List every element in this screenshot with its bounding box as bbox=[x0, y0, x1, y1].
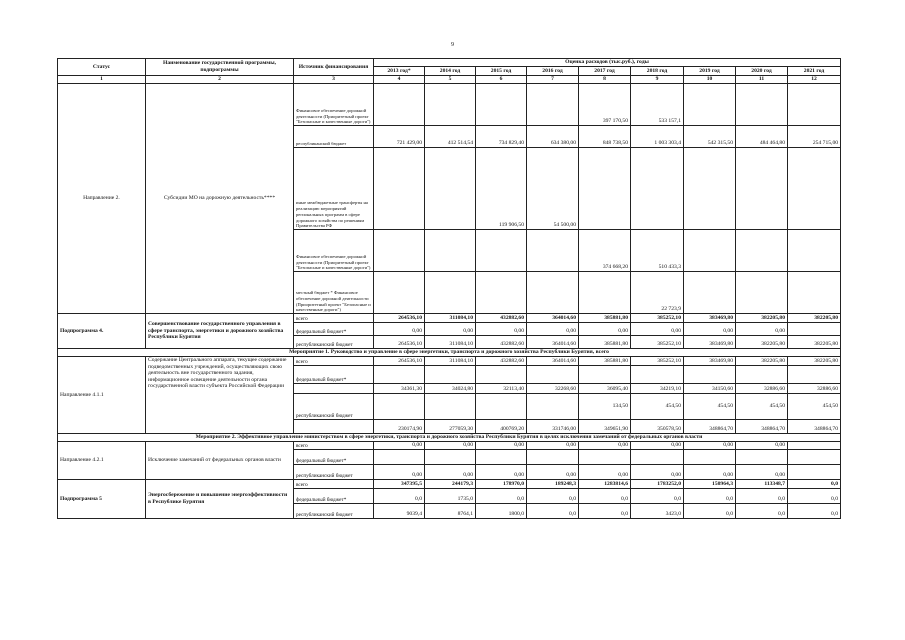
funding-source bbox=[294, 384, 374, 394]
value-cell: 34361,30 bbox=[374, 384, 425, 394]
value-cell: 0,00 bbox=[684, 442, 736, 450]
direction-status: Направление 4.2.1 bbox=[58, 442, 146, 480]
value-cell: 385252,10 bbox=[631, 357, 684, 366]
funding-source bbox=[294, 420, 374, 434]
header-col-number: 8 bbox=[579, 76, 631, 84]
value-cell bbox=[425, 230, 476, 272]
header-col-number: 9 bbox=[631, 76, 684, 84]
value-cell: 0,00 bbox=[476, 465, 527, 480]
value-cell: 382205,80 bbox=[788, 357, 841, 366]
expenditure-table bbox=[57, 58, 841, 519]
value-cell bbox=[476, 84, 527, 126]
value-cell: 348864,70 bbox=[684, 420, 736, 434]
value-cell: 0,00 bbox=[425, 323, 476, 336]
funding-source: всего bbox=[294, 314, 374, 323]
value-cell bbox=[476, 272, 527, 314]
value-cell: 484 464,80 bbox=[736, 126, 788, 148]
value-cell: 397 170,50 bbox=[579, 84, 631, 126]
table-row bbox=[58, 314, 841, 323]
value-cell: 382205,80 bbox=[788, 336, 841, 349]
direction-status: Направление 2. bbox=[58, 84, 146, 314]
table-row bbox=[58, 349, 841, 357]
value-cell: 254 715,00 bbox=[788, 126, 841, 148]
value-cell: 432882,60 bbox=[476, 336, 527, 349]
funding-source: всего bbox=[294, 480, 374, 489]
value-cell: 0,00 bbox=[631, 323, 684, 336]
header-col-number: 7 bbox=[527, 76, 579, 84]
value-cell bbox=[684, 450, 736, 465]
value-cell: 8764,1 bbox=[425, 504, 476, 519]
direction-status: Направление 4.1.1 bbox=[58, 357, 146, 434]
value-cell: 34024,80 bbox=[425, 384, 476, 394]
value-cell bbox=[374, 148, 425, 230]
header-year: 2016 год bbox=[527, 67, 579, 76]
header-col-number: 4 bbox=[374, 76, 425, 84]
value-cell: 0,00 bbox=[579, 465, 631, 480]
subprogram-name: Совершенствование государственного управления в сфере транспорта, энергетики и дорожного хозяйства Республики Бурятия bbox=[146, 314, 294, 349]
funding-source: республиканский бюджет bbox=[294, 504, 374, 519]
header-name: Наименование государственной программы, подпрограммы bbox=[146, 59, 294, 76]
value-cell: 189248,3 bbox=[527, 480, 579, 489]
value-cell bbox=[736, 148, 788, 230]
header-col-number: 12 bbox=[788, 76, 841, 84]
value-cell: 331746,00 bbox=[527, 420, 579, 434]
funding-source: республиканский бюджет bbox=[294, 336, 374, 349]
value-cell: 0,0 bbox=[684, 489, 736, 504]
value-cell: 1800,0 bbox=[476, 504, 527, 519]
table-row bbox=[58, 84, 841, 126]
value-cell: 0,00 bbox=[476, 323, 527, 336]
header-year: 2017 год bbox=[579, 67, 631, 76]
value-cell: 34150,60 bbox=[684, 384, 736, 394]
value-cell: 454,50 bbox=[631, 394, 684, 420]
value-cell: 364014,60 bbox=[527, 357, 579, 366]
value-cell: 0,00 bbox=[527, 323, 579, 336]
value-cell: 311084,10 bbox=[425, 336, 476, 349]
value-cell: 347395,5 bbox=[374, 480, 425, 489]
value-cell: 0,00 bbox=[579, 442, 631, 450]
value-cell: 454,50 bbox=[736, 394, 788, 420]
value-cell: 533 157,1 bbox=[631, 84, 684, 126]
value-cell bbox=[374, 84, 425, 126]
value-cell: 36095,40 bbox=[579, 384, 631, 394]
header-estimate: Оценка расходов (тыс.руб.), годы bbox=[374, 59, 841, 67]
subprogram-status: Подпрограмма 4. bbox=[58, 314, 146, 349]
value-cell: 0,0 bbox=[476, 489, 527, 504]
value-cell: 0,0 bbox=[527, 504, 579, 519]
value-cell: 374 668,20 bbox=[579, 230, 631, 272]
value-cell bbox=[788, 465, 841, 480]
value-cell: 382205,80 bbox=[736, 357, 788, 366]
value-cell: 178970,0 bbox=[476, 480, 527, 489]
funding-source: федеральный бюджет* bbox=[294, 366, 374, 384]
value-cell: 412 514,54 bbox=[425, 126, 476, 148]
value-cell bbox=[579, 450, 631, 465]
value-cell bbox=[476, 230, 527, 272]
value-cell: 113348,7 bbox=[736, 480, 788, 489]
value-cell bbox=[476, 366, 527, 384]
value-cell bbox=[684, 148, 736, 230]
funding-source: местный бюджет * Финансовое обеспечение дорожной деятельности (Приоритетный проект "Безопасные и качественные дороги") bbox=[294, 272, 374, 314]
direction-name: Исключение замечаний от федеральных органов власти bbox=[146, 442, 294, 480]
value-cell: 0,00 bbox=[425, 465, 476, 480]
value-cell: 385881,80 bbox=[579, 357, 631, 366]
value-cell: 0,00 bbox=[684, 323, 736, 336]
value-cell: 0,00 bbox=[374, 465, 425, 480]
value-cell: 385252,10 bbox=[631, 314, 684, 323]
funding-source: всего bbox=[294, 357, 374, 366]
value-cell: 150964,3 bbox=[684, 480, 736, 489]
header-year: 2018 год bbox=[631, 67, 684, 76]
value-cell: 1283814,6 bbox=[579, 480, 631, 489]
value-cell: 0,00 bbox=[631, 442, 684, 450]
value-cell: 277059,30 bbox=[425, 420, 476, 434]
value-cell: 0,00 bbox=[736, 442, 788, 450]
value-cell: 0,00 bbox=[476, 442, 527, 450]
value-cell: 848 738,50 bbox=[579, 126, 631, 148]
value-cell bbox=[788, 230, 841, 272]
value-cell: 0,00 bbox=[631, 465, 684, 480]
value-cell: 432882,60 bbox=[476, 314, 527, 323]
value-cell: 432882,60 bbox=[476, 357, 527, 366]
header-col-number: 3 bbox=[294, 76, 374, 84]
value-cell bbox=[476, 394, 527, 420]
direction-name: Субсидии МО на дорожную деятельность**** bbox=[146, 84, 294, 314]
header-source: Источник финансирования bbox=[294, 59, 374, 76]
value-cell bbox=[631, 366, 684, 384]
header-status: Статус bbox=[58, 59, 146, 76]
header-year: 2021 год bbox=[788, 67, 841, 76]
value-cell bbox=[736, 230, 788, 272]
value-cell: 0,0 bbox=[788, 504, 841, 519]
value-cell bbox=[579, 366, 631, 384]
table-row bbox=[58, 480, 841, 489]
funding-source: иные межбюджетные трансферты на реализацию мероприятий региональных программ в сфере дорожного хозяйства по решениям Правительства РФ bbox=[294, 148, 374, 230]
value-cell: 454,50 bbox=[788, 394, 841, 420]
value-cell: 0,0 bbox=[631, 489, 684, 504]
value-cell: 364014,60 bbox=[527, 314, 579, 323]
value-cell bbox=[527, 366, 579, 384]
header-year: 2015 год bbox=[476, 67, 527, 76]
value-cell bbox=[631, 148, 684, 230]
value-cell bbox=[527, 394, 579, 420]
value-cell: 0,0 bbox=[736, 504, 788, 519]
subprogram-name: Энергосбережение и повышение энергоэффективности в Республике Бурятия bbox=[146, 480, 294, 519]
header-col-number: 10 bbox=[684, 76, 736, 84]
header-year: 2013 год* bbox=[374, 67, 425, 76]
value-cell bbox=[425, 450, 476, 465]
value-cell: 0,0 bbox=[788, 489, 841, 504]
value-cell bbox=[425, 272, 476, 314]
value-cell: 1 003 303,4 bbox=[631, 126, 684, 148]
value-cell bbox=[374, 230, 425, 272]
header-year: 2014 год bbox=[425, 67, 476, 76]
value-cell: 32113,40 bbox=[476, 384, 527, 394]
value-cell bbox=[788, 442, 841, 450]
value-cell: 264536,10 bbox=[374, 357, 425, 366]
funding-source: Финансовое обеспечение дорожной деятельности (Приоритетный проект "Безопасные и качественные дороги") bbox=[294, 230, 374, 272]
value-cell: 230174,90 bbox=[374, 420, 425, 434]
value-cell: 382205,80 bbox=[736, 314, 788, 323]
value-cell: 54 500,00 bbox=[527, 148, 579, 230]
value-cell: 385252,10 bbox=[631, 336, 684, 349]
value-cell bbox=[425, 148, 476, 230]
value-cell: 119 906,50 bbox=[476, 148, 527, 230]
value-cell bbox=[579, 272, 631, 314]
value-cell bbox=[684, 272, 736, 314]
value-cell: 134,50 bbox=[579, 394, 631, 420]
value-cell bbox=[736, 272, 788, 314]
value-cell: 0,00 bbox=[374, 323, 425, 336]
measure-heading: Мероприятие 2. Эффективное управление министерством в сфере энергетики, транспорта и дорожного хозяйства Республики Бурятия в целях исключения замечаний от федеральных органов власти bbox=[58, 434, 841, 442]
value-cell: 383469,80 bbox=[684, 336, 736, 349]
funding-source: республиканский бюджет bbox=[294, 465, 374, 480]
value-cell: 0,0 bbox=[736, 489, 788, 504]
value-cell bbox=[425, 394, 476, 420]
header-col-number: 2 bbox=[146, 76, 294, 84]
value-cell: 264536,10 bbox=[374, 336, 425, 349]
value-cell bbox=[374, 272, 425, 314]
value-cell: 0,00 bbox=[425, 442, 476, 450]
direction-name: Содержание Центрального аппарата, текущее содержание подведомственных учреждений, осуществляющих свою деятельность вне государственного задания, информационное освещение деятельности органа государственной власти субъекта Российской Федерации bbox=[146, 357, 294, 434]
value-cell: 0,00 bbox=[527, 465, 579, 480]
value-cell: 244179,3 bbox=[425, 480, 476, 489]
value-cell bbox=[684, 230, 736, 272]
table-row bbox=[58, 442, 841, 450]
header-col-number: 1 bbox=[58, 76, 146, 84]
value-cell: 0,0 bbox=[579, 489, 631, 504]
value-cell bbox=[527, 272, 579, 314]
value-cell: 32886,60 bbox=[736, 384, 788, 394]
value-cell: 400769,20 bbox=[476, 420, 527, 434]
funding-source: федеральный бюджет* bbox=[294, 489, 374, 504]
value-cell bbox=[788, 84, 841, 126]
table-row bbox=[58, 357, 841, 366]
value-cell bbox=[527, 450, 579, 465]
value-cell: 382205,80 bbox=[788, 314, 841, 323]
value-cell bbox=[374, 394, 425, 420]
funding-source: федеральный бюджет* bbox=[294, 323, 374, 336]
value-cell: 383469,80 bbox=[684, 357, 736, 366]
value-cell: 0,00 bbox=[684, 465, 736, 480]
value-cell: 364014,60 bbox=[527, 336, 579, 349]
value-cell bbox=[374, 366, 425, 384]
value-cell bbox=[579, 148, 631, 230]
value-cell bbox=[684, 366, 736, 384]
table-row bbox=[58, 434, 841, 442]
value-cell: 542 315,50 bbox=[684, 126, 736, 148]
header-col-number: 5 bbox=[425, 76, 476, 84]
funding-source: республиканский бюджет bbox=[294, 126, 374, 148]
value-cell: 0,0 bbox=[788, 480, 841, 489]
value-cell: 32886,60 bbox=[788, 384, 841, 394]
funding-source: Финансовое обеспечение дорожной деятельности (Приоритетный проект "Безопасные и качественные дороги") bbox=[294, 84, 374, 126]
value-cell: 1783252,0 bbox=[631, 480, 684, 489]
header-year: 2020 год bbox=[736, 67, 788, 76]
value-cell: 3423,0 bbox=[631, 504, 684, 519]
value-cell: 1735,0 bbox=[425, 489, 476, 504]
header-col-number: 11 bbox=[736, 76, 788, 84]
value-cell bbox=[684, 84, 736, 126]
value-cell: 0,00 bbox=[374, 442, 425, 450]
value-cell: 349651,90 bbox=[579, 420, 631, 434]
value-cell: 385881,80 bbox=[579, 314, 631, 323]
value-cell bbox=[788, 272, 841, 314]
value-cell: 311084,10 bbox=[425, 357, 476, 366]
value-cell bbox=[425, 84, 476, 126]
funding-source: федеральный бюджет* bbox=[294, 450, 374, 465]
value-cell bbox=[736, 84, 788, 126]
value-cell: 348864,70 bbox=[736, 420, 788, 434]
value-cell: 0,00 bbox=[579, 323, 631, 336]
value-cell bbox=[736, 450, 788, 465]
value-cell: 385881,80 bbox=[579, 336, 631, 349]
subprogram-status: Подпрограмма 5 bbox=[58, 480, 146, 519]
value-cell bbox=[788, 323, 841, 336]
value-cell bbox=[788, 366, 841, 384]
value-cell: 348864,70 bbox=[788, 420, 841, 434]
value-cell: 0,00 bbox=[736, 465, 788, 480]
value-cell bbox=[527, 84, 579, 126]
page-number: 9 bbox=[451, 42, 454, 48]
value-cell bbox=[476, 450, 527, 465]
funding-source: республиканский бюджет bbox=[294, 394, 374, 420]
value-cell bbox=[527, 230, 579, 272]
value-cell: 382205,80 bbox=[736, 336, 788, 349]
value-cell bbox=[374, 450, 425, 465]
value-cell bbox=[736, 366, 788, 384]
value-cell: 0,0 bbox=[527, 489, 579, 504]
value-cell: 383469,80 bbox=[684, 314, 736, 323]
value-cell: 9039,4 bbox=[374, 504, 425, 519]
value-cell: 350578,50 bbox=[631, 420, 684, 434]
value-cell: 264536,10 bbox=[374, 314, 425, 323]
value-cell: 454,50 bbox=[684, 394, 736, 420]
value-cell bbox=[425, 366, 476, 384]
value-cell: 32268,60 bbox=[527, 384, 579, 394]
value-cell bbox=[788, 148, 841, 230]
header-col-number: 6 bbox=[476, 76, 527, 84]
value-cell: 0,0 bbox=[684, 504, 736, 519]
value-cell: 34219,10 bbox=[631, 384, 684, 394]
value-cell: 734 829,40 bbox=[476, 126, 527, 148]
value-cell: 0,00 bbox=[527, 442, 579, 450]
value-cell bbox=[631, 450, 684, 465]
value-cell bbox=[788, 450, 841, 465]
value-cell: 311084,10 bbox=[425, 314, 476, 323]
value-cell: 510 433,3 bbox=[631, 230, 684, 272]
header-year: 2019 год bbox=[684, 67, 736, 76]
value-cell: 0,00 bbox=[736, 323, 788, 336]
funding-source: всего bbox=[294, 442, 374, 450]
value-cell: 0,0 bbox=[579, 504, 631, 519]
value-cell: 721 429,00 bbox=[374, 126, 425, 148]
value-cell: 22 723,9 bbox=[631, 272, 684, 314]
value-cell: 634 380,00 bbox=[527, 126, 579, 148]
value-cell: 0,0 bbox=[374, 489, 425, 504]
measure-heading: Мероприятие 1. Руководство и управление в сфере энергетики, транспорта и дорожного хозяйства Республики Бурятия, всего bbox=[58, 349, 841, 357]
